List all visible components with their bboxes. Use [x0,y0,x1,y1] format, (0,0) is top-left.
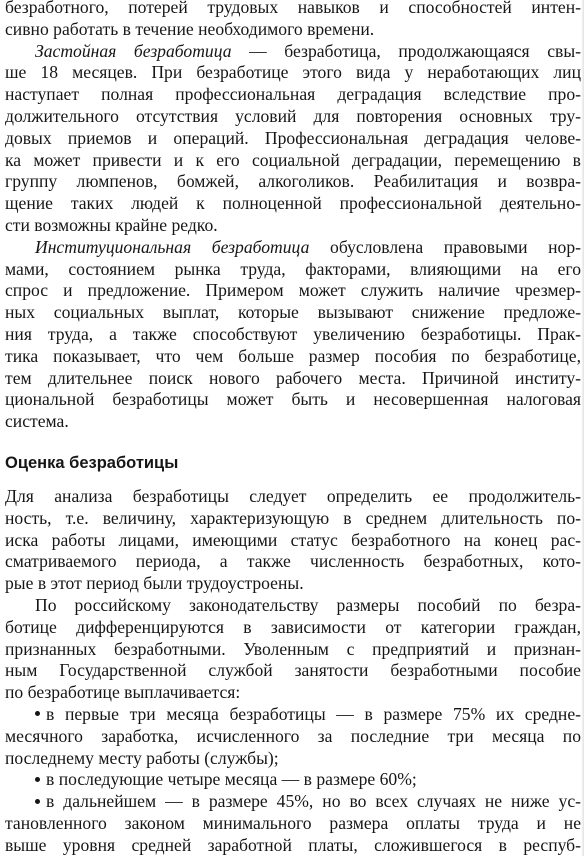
bullet-icon [35,777,40,782]
text-line: выше уровня средней заработной платы, сложившегося в респуб- [5,834,581,855]
text-line: ность, т.е. величину, характеризующую в среднем длительность по- [5,507,581,528]
text-line: тановленного законом минимального размера оплаты труда и не [5,812,581,833]
text-fragment: — безработица, продолжающаяся свы- [231,40,581,61]
text-line: должительного отсутствия условий для повторения основных тру- [5,105,581,126]
text-line: группу люмпенов, бомжей, алкоголиков. Реабилитация и возвра- [5,171,581,192]
text-line: тем длительнее поиск нового рабочего места. Причиной институ- [5,367,581,388]
text-line: иска работы лицами, имеющими статус безработного на конец рас- [5,529,581,550]
text-line: признанных безработными. Уволенным с предприятий и признан- [5,638,581,659]
text-block-lower [5,486,581,857]
bullet-item-next-four-months [5,769,581,791]
text-line: ботице дифференцируются в зависимости от категории граждан, [5,616,581,637]
text-line: система. [5,411,69,432]
paragraph-start-stagnant-unemployment [5,41,581,63]
text-line: тика показывает, что чем больше размер пособия по безработице, [5,345,581,366]
text-line: циональной безработицы может быть и несовершенная налоговая [5,389,581,410]
text-line: безработного, потерей трудовых навыков и способностей интен- [5,0,581,17]
bullet-item-first-three-months [5,704,581,726]
text-line: спрос и предложение. Примером может служить наличие чрезмер- [5,280,581,301]
text-line: довых приемов и операций. Профессиональная деградация челове- [5,127,581,148]
paragraph-start-institutional-unemployment [5,237,581,259]
text-fragment: обусловлена правовыми нор- [309,236,581,257]
bullet-item-thereafter [5,791,581,813]
text-line: ния труда, а также способствуют увеличению безработицы. Прак- [5,323,581,344]
text-block-upper [5,0,581,433]
text-line: рые в этот период были трудоустроены. [5,573,304,594]
text-line: мами, состоянием рынка труда, факторами, влияющими на его [5,258,581,279]
text-line: месячного заработка, исчисленного за последние три месяца по [5,725,581,746]
bullet-text: в последующие четыре месяца — в размере 60%; [46,769,417,790]
text-line: последнему месту работы (службы); [5,747,279,768]
bullet-icon [35,799,40,804]
text-line: ка может привести и к его социальной деградации, перемещению в [5,149,581,170]
bullet-text: в дальнейшем — в размере 45%, но во всех случаях не ниже ус- [46,791,581,812]
text-line: По российскому законодательству размеры пособий по безра- [35,594,581,615]
text-line: ных социальных выплат, которые вызывают снижение предложе- [5,302,581,323]
text-line: сивно работать в течение необходимого времени. [5,18,375,39]
text-line: ше 18 месяцев. При безработице этого вида у неработающих лиц [5,62,581,83]
term-stagnant-unemployment: Застойная безработица [35,40,232,61]
text-line: наступает полная профессиональная деградация вследствие про- [5,84,581,105]
text-line: сти возможны крайне редко. [5,214,218,235]
section-heading: Оценка безработицы [5,454,179,472]
text-line: по безработице выплачивается: [5,682,241,703]
bullet-text: в первые три месяца безработицы — в размере 75% их средне- [46,703,581,724]
bullet-icon [35,711,40,716]
text-line: щение таких людей к полноценной профессиональной деятельно- [5,193,581,214]
text-line: ным Государственной службой занятости безработными пособие [5,660,581,681]
text-line: сматриваемого периода, а также численность безработных, кото- [5,551,581,572]
text-line: Для анализа безработицы следует определить ее продолжитель- [5,486,581,506]
term-institutional-unemployment: Институциональная безработица [35,236,310,257]
